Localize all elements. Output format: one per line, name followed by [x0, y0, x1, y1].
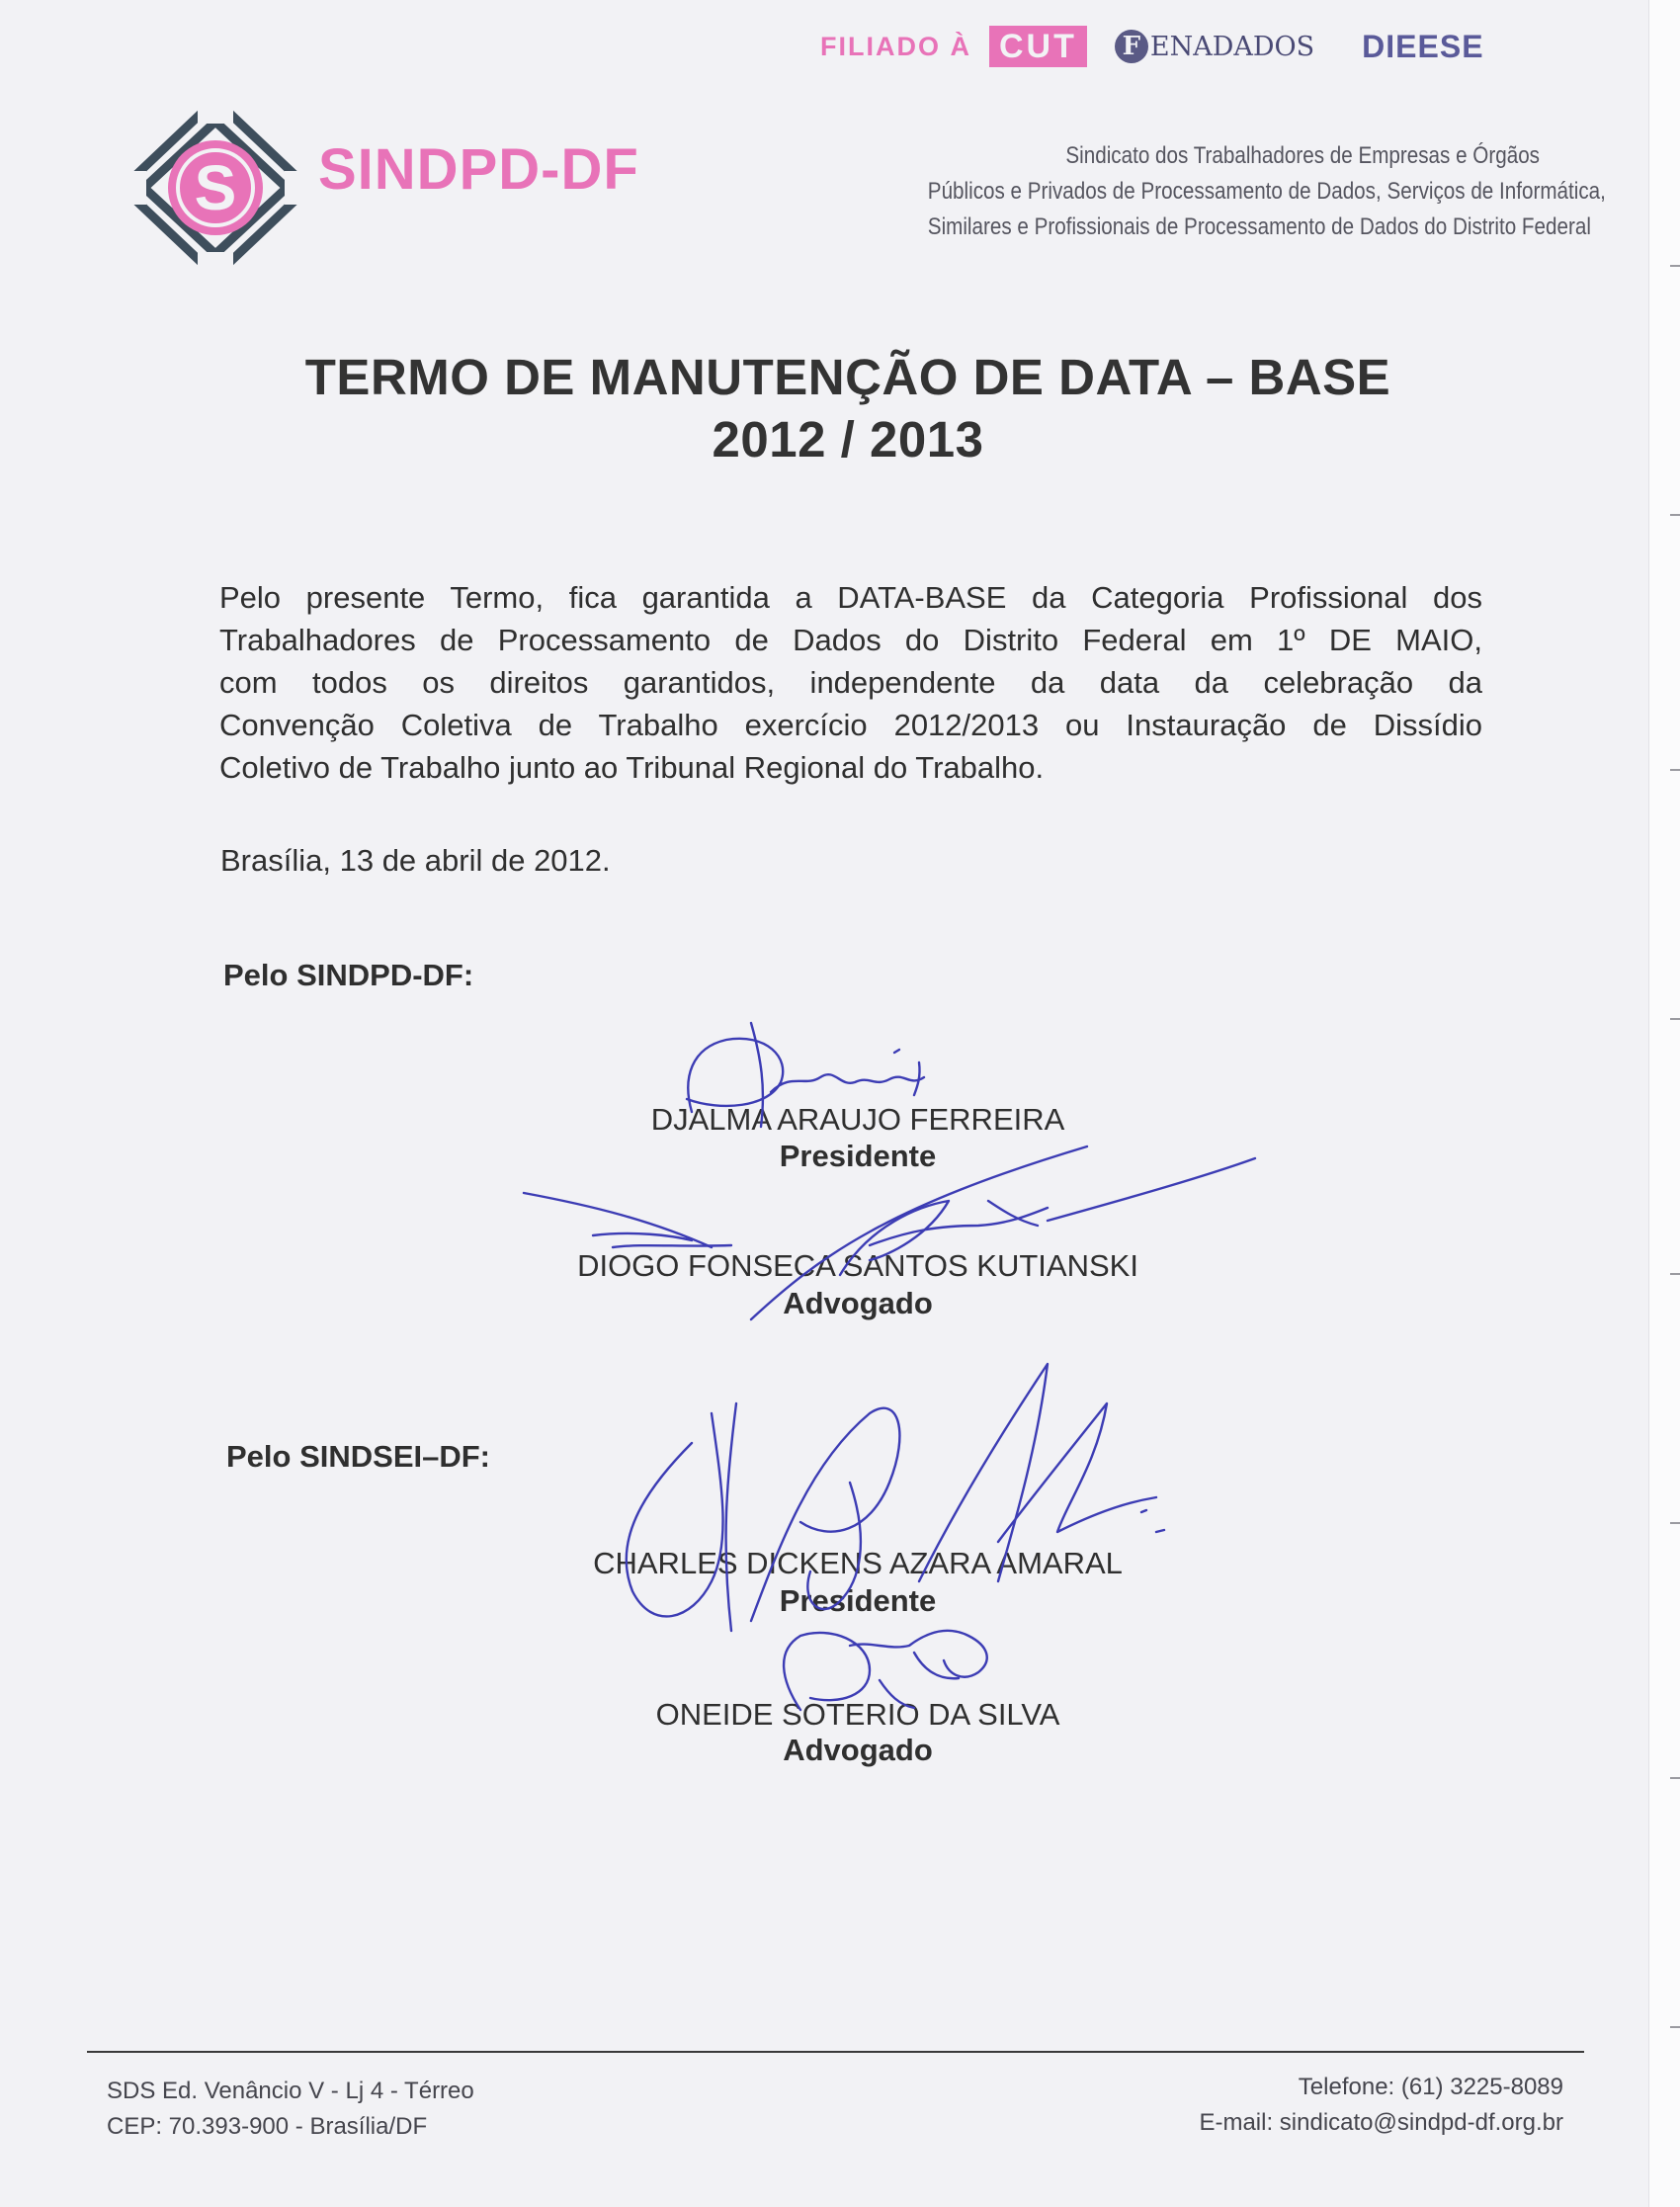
fenadados-text: ENADADOS	[1149, 31, 1315, 62]
edge-tick	[1670, 1522, 1680, 1524]
union-description-line: Similares e Profissionais de Processamento de Dados do Distrito Federal	[927, 213, 1591, 240]
sindpd-emblem-icon	[117, 94, 314, 282]
body-line: com todos os direitos garantidos, independente da data da celebração da	[219, 665, 1482, 700]
union-description	[927, 138, 1606, 245]
signatory-role: Advogado	[783, 1733, 933, 1767]
signatory-name: DJALMA ARAUJO FERREIRA	[650, 1102, 1065, 1137]
footer-phone: Telefone: (61) 3225-8089	[1298, 2074, 1563, 2100]
affiliation-label: FILIADO À	[820, 31, 971, 61]
signatory-role: Presidente	[779, 1583, 937, 1618]
fenadados-logo	[1115, 30, 1314, 63]
signatory-name: CHARLES DICKENS AZARA AMARAL	[593, 1546, 1123, 1580]
affiliation-row	[820, 22, 1484, 71]
footer-address	[107, 2074, 474, 2145]
edge-tick	[1670, 769, 1680, 771]
document-title: TERMO DE MANUTENÇÃO DE DATA – BASE	[304, 349, 1391, 405]
edge-tick	[1670, 2026, 1680, 2028]
body-line: Trabalhadores de Processamento de Dados do Distrito Federal em 1º DE MAIO,	[219, 623, 1482, 657]
document-date: Brasília, 13 de abril de 2012.	[220, 843, 611, 878]
svg-text:S: S	[194, 152, 237, 223]
body-paragraph	[219, 576, 1482, 789]
union-description-line: Públicos e Privados de Processamento de Dados, Serviços de Informática,	[927, 178, 1606, 205]
body-line: Convenção Coletiva de Trabalho exercício 2012/2013 ou Instauração de Dissídio	[219, 708, 1482, 742]
edge-tick	[1670, 1777, 1680, 1779]
fenadados-mark: F	[1115, 30, 1148, 63]
document-title-year: 2012 / 2013	[712, 411, 984, 467]
logo-name: SINDPD-DF	[318, 137, 639, 202]
union-description-line: Sindicato dos Trabalhadores de Empresas e Órgãos	[1065, 142, 1540, 169]
footer-address-line: SDS Ed. Venâncio V - Lj 4 - Térreo	[107, 2078, 474, 2104]
signatory-name: ONEIDE SOTERIO DA SILVA	[655, 1697, 1060, 1732]
signatory-name: DIOGO FONSECA SANTOS KUTIANSKI	[577, 1248, 1138, 1283]
footer-address-line: CEP: 70.393-900 - Brasília/DF	[107, 2113, 428, 2140]
edge-tick	[1670, 265, 1680, 267]
footer-contact	[1199, 2070, 1563, 2141]
edge-tick	[1670, 1018, 1680, 1020]
body-line: Coletivo de Trabalho junto ao Tribunal Regional do Trabalho.	[219, 750, 1045, 785]
body-line: Pelo presente Termo, fica garantida a DATA-BASE da Categoria Profissional dos	[219, 580, 1482, 615]
party-label-sindsei: Pelo SINDSEI–DF:	[226, 1439, 490, 1474]
party-label-sindpd: Pelo SINDPD-DF:	[223, 958, 474, 992]
dieese-logo: DIEESE	[1362, 28, 1484, 64]
edge-tick	[1670, 514, 1680, 516]
cut-logo: CUT	[989, 26, 1087, 67]
footer-divider	[87, 2051, 1584, 2053]
signatory-role: Advogado	[783, 1286, 933, 1320]
signatory-role: Presidente	[779, 1139, 937, 1173]
footer-email: E-mail: sindicato@sindpd-df.org.br	[1199, 2109, 1563, 2136]
